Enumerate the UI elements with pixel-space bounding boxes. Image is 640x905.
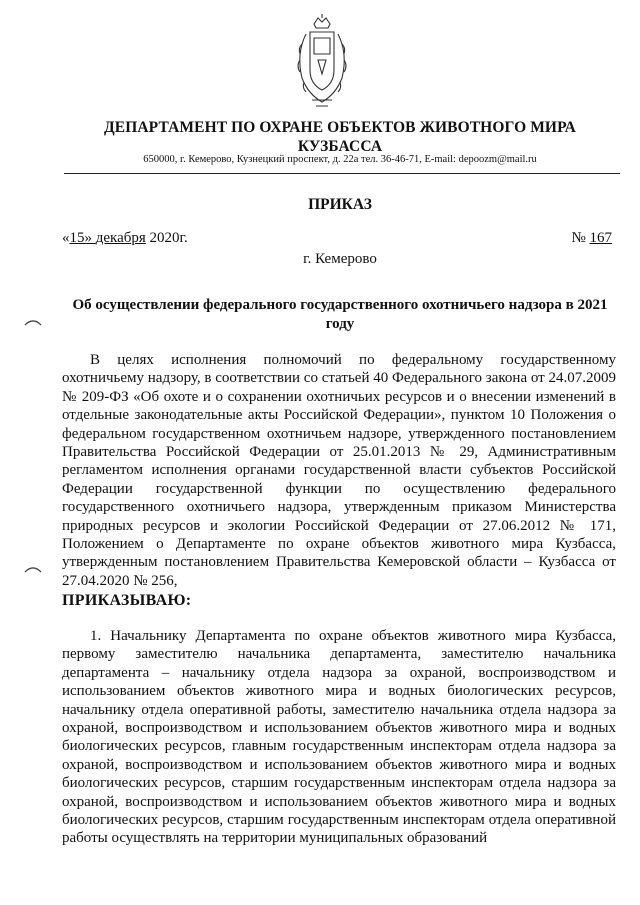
date-open-quote: « xyxy=(62,230,70,246)
order-number-prefix: № xyxy=(571,230,590,246)
preamble-paragraph: В целях исполнения полномочий по федеральному государственному охотничьему надзору, в соответствии со статьей 40 Федерального закона от 24.07.2009 № 209-ФЗ «Об охоте и о сохранении охотничьих ресурсов и о внесении изменений в отдельные законодательные акты Российской Федерации», пунктом 10 Положения о федеральном государственном охотничьем надзоре, утвержденного постановлением Правительства Российской Федерации от 25.01.2013 № 29, Административным регламентом исполнения органами государственной власти субъектов Российской Федерации государственной функции по осуществлению федерального государственного охотничьего надзора, утвержденным приказом Министерства природных ресурсов и экологии Российской Федерации от 27.06.2012 № 171, Положением о Департаменте по охране объектов животного мира Кузбасса, утвержденным постановлением Правительства Кемеровской области – Кузбасса от 27.04.2020 № 256, xyxy=(62,352,616,589)
order-subject: Об осуществлении федерального государственного охотничьего надзора в 2021 году xyxy=(72,297,608,332)
department-address: 650000, г. Кемерово, Кузнецкий проспект, д. 22а тел. 36-46-71, E-mail: depoozm@mail.ru xyxy=(143,154,537,165)
margin-mark xyxy=(24,565,42,573)
order-title: ПРИКАЗ xyxy=(308,196,372,213)
department-name-line2: КУЗБАССА xyxy=(297,138,383,155)
coat-of-arms-kuzbass-icon xyxy=(292,14,352,110)
punch-hole-mark-icon xyxy=(24,318,42,326)
coat-of-arms-emblem xyxy=(292,14,352,110)
date-day: 15 xyxy=(69,230,85,246)
date-month: декабря xyxy=(95,230,146,246)
date-year: 2020г. xyxy=(145,230,188,246)
order-number xyxy=(571,230,612,247)
order-date xyxy=(62,230,188,247)
punch-hole-mark-icon xyxy=(24,565,42,573)
department-name-line1: ДЕПАРТАМЕНТ ПО ОХРАНЕ ОБЪЕКТОВ ЖИВОТНОГО МИРА xyxy=(104,119,576,136)
margin-mark xyxy=(24,318,42,326)
order-number-value: 167 xyxy=(589,230,612,246)
date-close-quote: » xyxy=(84,230,96,246)
header-divider xyxy=(64,173,620,174)
order-city: г. Кемерово xyxy=(303,251,377,267)
clause-1-paragraph: 1. Начальнику Департамента по охране объектов животного мира Кузбасса, первому заместителю начальника департамента, заместителю начальника департамента – начальнику отдела надзора за охраной, воспроизводством и использованием объектов животного мира и водных биологических ресурсов, начальнику отдела оперативной работы, заместителю начальника отдела надзора за охраной, воспроизводством и использованием объектов животного мира и водных биологических ресурсов, главным государственным инспекторам отдела надзора за охраной, воспроизводством и использованием объектов животного мира и водных биологических ресурсов, старшим государственным инспекторам отдела надзора за охраной, воспроизводством и использованием объектов животного мира и водных биологических ресурсов, старшим государственным инспекторам отдела оперативной работы осуществлять на территории муниципальных образований xyxy=(62,628,616,847)
decree-heading: ПРИКАЗЫВАЮ: xyxy=(62,592,192,609)
